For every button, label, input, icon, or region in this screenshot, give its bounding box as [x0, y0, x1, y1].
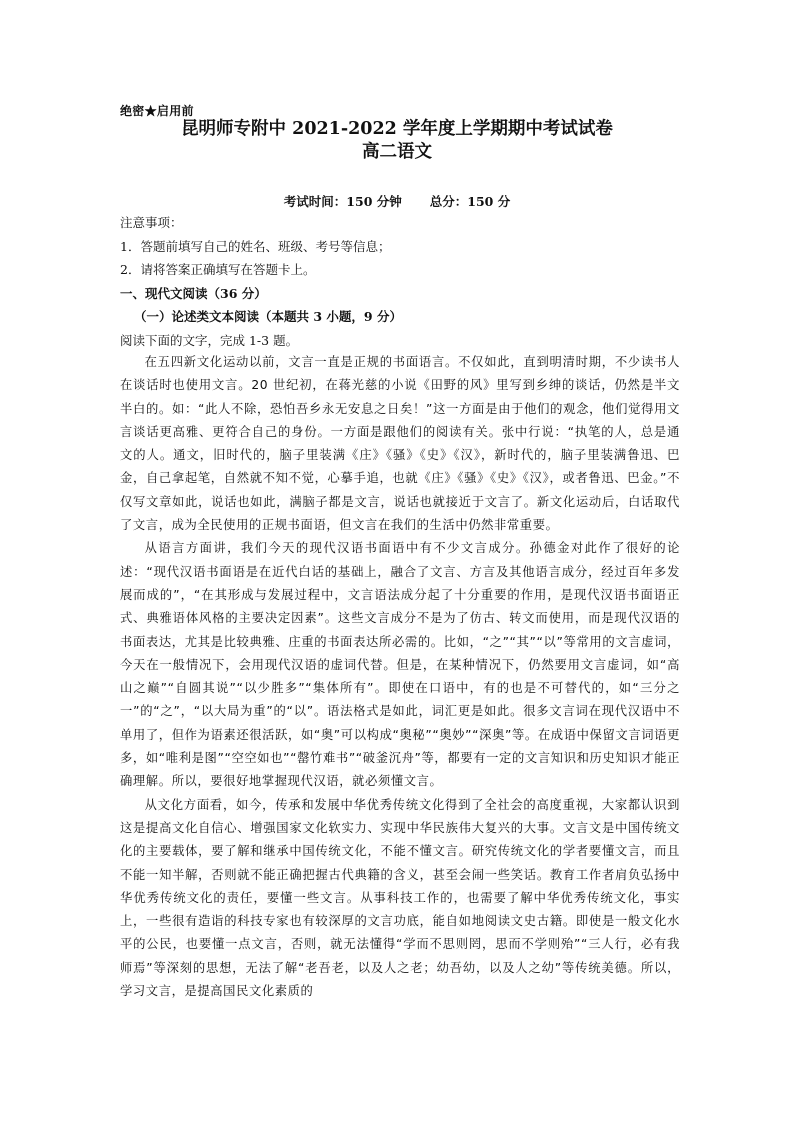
- passage-paragraph-2: 从语言方面讲，我们今天的现代汉语书面语中有不少文言成分。孙德金对此作了很好的论述：“现代汉语书面语是在近代白话的基础上，融合了文言、方言及其他语言成分，经过百年多发展而成的”，“在其形成与发展过程中，文言语法成分起了十分重要的作用，是现代汉语书面语正式、典雅语体风格的主要决定因素”。这些文言成分不是为了仿古、转文而使用，而是现代汉语的书面表达，尤其是比较典雅、庄重的书面表达所必需的。比如，“之”“其”“以”等常用的文言虚词，今天在一般情况下，会用现代汉语的虚词代替。但是，在某种情况下，仍然要用文言虚词，如“高山之巅”“自圆其说”“以少胜多”“集体所有”。即使在口语中，有的也是不可替代的，如“三分之一”的“之”，“以大局为重”的“以”。语法格式是如此，词汇更是如此。很多文言词在现代汉语中不单用了，但作为语素还很活跃，如“奥”可以构成“奥秘”“奥妙”“深奥”等。在成语中保留文言词语更多，如“唯利是图”“空空如也”“罄竹难书”“破釜沉舟”等，都要有一定的文言知识和历史知识才能正确理解。所以，要很好地掌握现代汉语，就必须懂文言。: [120, 541, 680, 789]
- notice-heading: 注意事项：: [120, 215, 183, 230]
- notice-item-1: 1．答题前填写自己的姓名、班级、考号等信息；: [120, 238, 391, 254]
- notice-item-2: 2．请将答案正确填写在答题卡上。: [120, 262, 316, 277]
- passage-paragraph-3: 从文化方面看，如今，传承和发展中华优秀传统文化得到了全社会的高度重视，大家都认识到这是提高文化自信心、增强国家文化软实力、实现中华民族伟大复兴的大事。文言文是中国传统文化的主要载体，要了解和继承中国传统文化，不能不懂文言。研究传统文化的学者要懂文言，而且不能一知半解，否则就不能正确把握古代典籍的含义，甚至会闹一些笑话。教育工作者肩负弘扬中华优秀传统文化的责任，要懂一些文言。从事科技工作的，也需要了解中华优秀传统文化，事实上，一些很有造诣的科技专家也有较深厚的文言功底，能自如地阅读文史古籍。即使是一般文化水平的公民，也要懂一点文言，否则，就无法懂得“学而不思则罔，思而不学则殆”“三人行，必有我师焉”等深刻的思想，无法了解“老吾老，以及人之老；幼吾幼，以及人之幼”等传统美德。所以，学习文言，是提高国民文化素质的: [120, 797, 680, 999]
- passage: [120, 351, 680, 1003]
- secret-label: 绝密★启用前: [120, 104, 194, 118]
- exam-meta: [0, 192, 794, 210]
- subject-title: 高二语文: [362, 142, 432, 162]
- exam-time: 考试时间：150 分钟: [283, 194, 402, 209]
- passage-paragraph-1: 在五四新文化运动以前，文言一直是正规的书面语言。不仅如此，直到明清时期，不少读书人在谈话时也使用文言。20 世纪初，在蒋光慈的小说《田野的风》里写到乡绅的谈话，仍然是半文半白的。如：“此人不除，恐怕吾乡永无安息之日矣！”这一方面是由于他们的观念，他们觉得用文言谈话更高雅、更符合自己的身份。一方面是跟他们的阅读有关。张中行说：“执笔的人，总是通文的人。通文，旧时代的，脑子里装满《庄》《骚》《史》《汉》，新时代的，脑子里装满鲁迅、巴金，自己拿起笔，自然就不知不觉，心摹手追，也就《庄》《骚》《史》《汉》，或者鲁迅、巴金。”不仅写文章如此，说话也如此，满脑子都是文言，说话也就接近于文言了。新文化运动后，白话取代了文言，成为全民使用的正规书面语，但文言在我们的生活中仍然非常重要。: [120, 355, 680, 533]
- section-heading: 一、现代文阅读（36 分）: [120, 285, 267, 301]
- reading-instruction: 阅读下面的文字，完成 1-3 题。: [120, 332, 299, 348]
- notice-block: [120, 211, 680, 352]
- exam-title: 昆明师专附中 2021-2022 学年度上学期期中考试试卷: [181, 119, 613, 139]
- total-score: 总分：150 分: [429, 194, 511, 209]
- sub-section-heading: （一）论述类文本阅读（本题共 3 小题，9 分）: [134, 309, 402, 324]
